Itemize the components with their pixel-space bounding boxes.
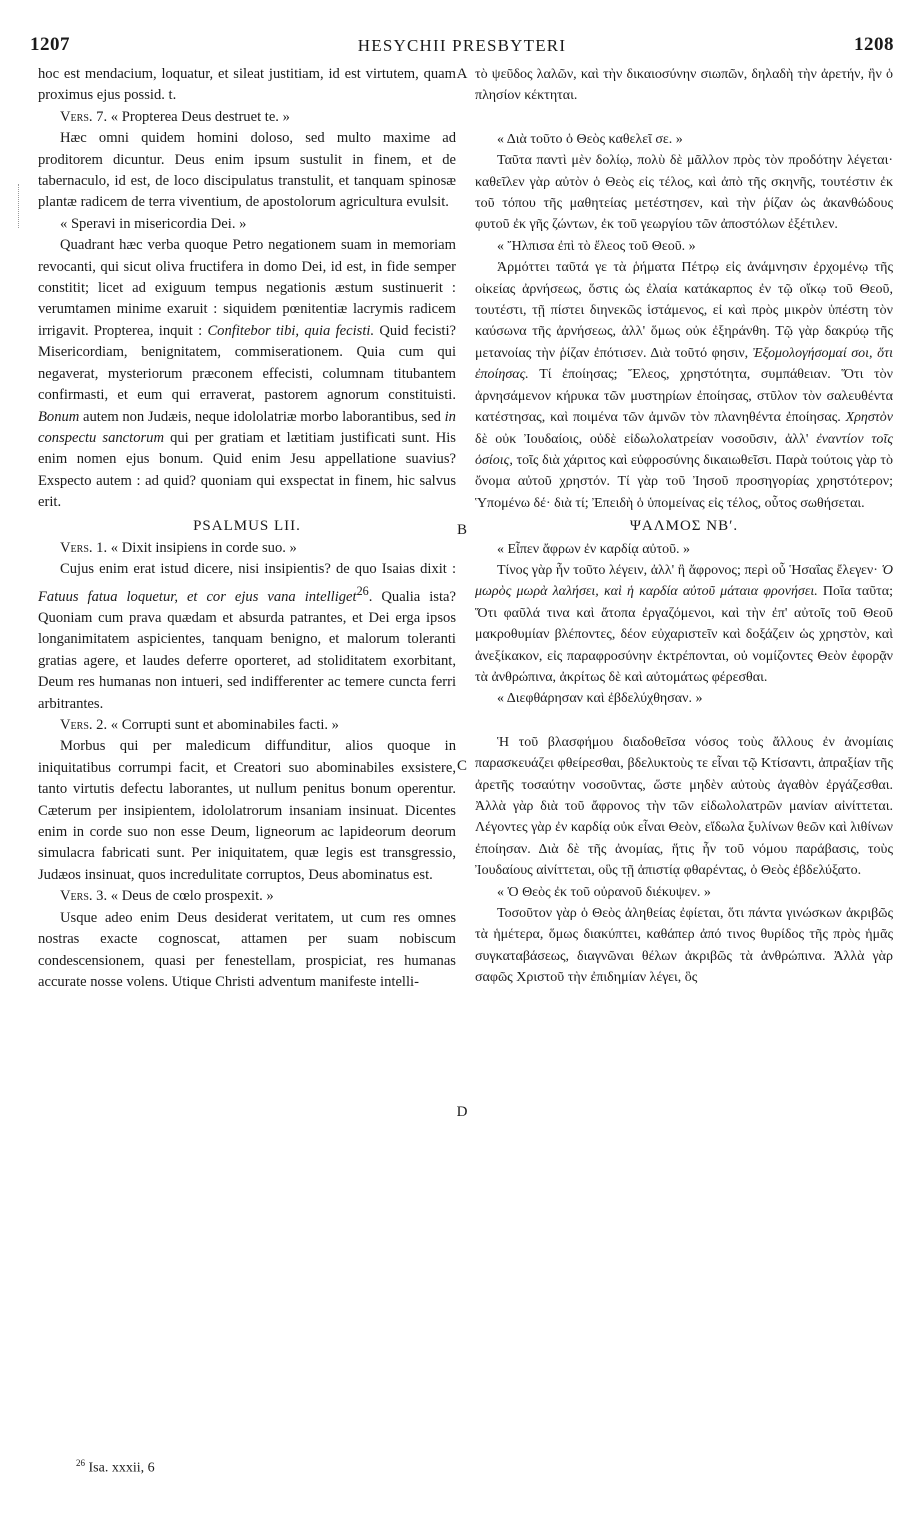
latin-verse-heading bbox=[38, 715, 456, 736]
greek-verse-quote: « Ὁ Θεὸς ἐκ τοῦ οὐρανοῦ διέκυψεν. » bbox=[497, 884, 711, 900]
text-run: τοῖς διὰ χάριτος καὶ εὐφροσύνης δικαιωθεῖσι. Παρὰ τούτοις γὰρ τὸ ὄνομα αὐτοῦ χρηστόν. Τί γὰρ τοῦ Ἰησοῦ προσηγορίας χρηστότερον; Ὑπομένω δέ· διὰ τί; Ἐπειδὴ ὁ ὑπομείνας εἰς τέλος, οὗτος σωθήσεται. bbox=[475, 452, 893, 511]
text-run: Ποῖα ταῦτα; Ὅτι φαῦλά τινα καὶ ἄτοπα ἐργαζόμενοι, καὶ τὴν ἐπ' αὐτοῖς τοῦ Θεοῦ μακροθυμίαν βλέποντες, δέον εὐχαριστεῖν καὶ δοξάζειν ὡς χρηστὸν, καὶ ἀνεξίκακον, εἰς παραφροσύνην ἐκτρέπονται, οὐ νομίζοντες Θεὸν ἐφορᾷν τὰ ἀνθρώπινα, ἀκρίτως δὲ καὶ αὐτομάτως φέρεσθαι. bbox=[475, 584, 893, 685]
latin-paragraph: Usque adeo enim Deus desiderat veritatem, ut cum res omnes nostras exacte cognoscat, attamen per suam nobiscum condescensionem, quasi per fenestellam, prospiciat, res humanas accurate nosse volens. Utique Christi adventum manifeste intelli- bbox=[38, 909, 456, 990]
greek-verse-quote: « Διεφθάρησαν καὶ ἐβδελύχθησαν. » bbox=[497, 691, 703, 707]
scripture-quote: Bonum bbox=[38, 408, 80, 425]
spacer bbox=[475, 107, 893, 129]
verse-label: Vers. 2. bbox=[60, 717, 108, 734]
greek-paragraph: Ἡ τοῦ βλασφήμου διαδοθεῖσα νόσος τοὺς ἄλλους ἐν ἀνομίαις παρασκευάζει φθείρεσθαι, βδελυκτοὺς τε εἶναι τῷ Κτίσαντι, ἀπραξίαν τῆς ἀρετῆς τοσαύτην νοσοῦντας, ὥστε μηδὲν αὐτοὺς ἀγαθὸν ἐργάζεσθαι. Ἀλλὰ γὰρ διὰ τοῦ ἄφρονος τὴν τῶν εἰδωλολατρῶν μανίαν αἰνίττεται. Λέγοντες γὰρ ἐν καρδίᾳ οὐκ εἶναι Θεὸν, εἴδωλα ξυλίνων θεῶν καὶ λιθίνων ἐποίησαν. Διὰ δὲ τῆς ἀνομίας, ἥτις ἦν τοῦ νόμου παράβασις, τοὺς Ἰουδαίους αἰνίττεται, οὓς τῇ ἀπιστίᾳ φθαρέντας, ὁ Θεὸς ἐβδελύξατο. bbox=[475, 734, 893, 879]
footnote-text: Isa. xxxii, 6 bbox=[88, 1460, 155, 1476]
verse-text: « Deus de cœlo prospexit. » bbox=[110, 888, 274, 905]
text-run: Cujus enim erat istud dicere, nisi insipientis? de quo Isaias dixit : bbox=[60, 561, 456, 578]
footnote-ref[interactable]: 26 bbox=[356, 583, 369, 598]
margin-mark bbox=[18, 184, 21, 228]
latin-verse-heading bbox=[38, 107, 456, 128]
footnote bbox=[76, 1458, 155, 1477]
latin-verse-quote: « Speravi in misericordia Dei. » bbox=[60, 215, 247, 232]
greek-verse-quote: « Ἤλπισα ἐπὶ τὸ ἔλεος τοῦ Θεοῦ. » bbox=[497, 238, 696, 254]
verse-label: Vers. 7. bbox=[60, 108, 108, 125]
text-run: Quid fecisti? Misericordiam, benignitatem, commiserationem. Quia cum qui negaverat, mysteriorum præconem effecisti, columnam titubantem confirmasti, et eum qui erraverat, pastorem agnorum constituisti. bbox=[38, 322, 456, 404]
footnote-number: 26 bbox=[76, 1458, 85, 1468]
text-run: Τί ἐποίησας; Ἔλεος, χρηστότητα, συμπάθειαν. Ὅτι τὸν ἀρνησάμενον κήρυκα τῶν μυστηρίων ἐποίησας, στῦλον τὸν σαλευθέντα κατέστησας, καὶ ποιμένα τῶν ἀμνῶν τὸν πλανηθέντα ἐποίησας. bbox=[475, 367, 893, 426]
scripture-quote: Confitebor tibi, quia fecisti. bbox=[207, 322, 375, 339]
scripture-quote: ἐναντίον τοῖς ὁσίοις, bbox=[475, 431, 893, 468]
greek-paragraph: Ταῦτα παντὶ μὲν δολίῳ, πολὺ δὲ μᾶλλον πρὸς τὸν προδότην λέγεται· καθεῖλεν γὰρ αὐτὸν ὁ Θεὸς εἰς τέλος, καὶ ἀπὸ τῆς σκηνῆς, τουτέστιν ἐκ τοῦ τόπου τῆς μαθητείας μετέστησεν, καὶ τὴν ῥίζαν ὡς ἀκανθώδους φυτοῦ ἐκ γῆς ζώντων, ἐκ τοῦ γεωργίου τῶν ἀποστόλων ἐξέτιλεν. bbox=[475, 153, 893, 233]
verse-text: « Propterea Deus destruet te. » bbox=[110, 108, 290, 125]
spacer bbox=[475, 710, 893, 732]
scripture-quote: Ἐξομολογήσομαί σοι, ὅτι ἐποίησας. bbox=[475, 345, 893, 383]
greek-verse-quote: « Διὰ τοῦτο ὁ Θεὸς καθελεῖ σε. » bbox=[497, 131, 683, 147]
latin-paragraph bbox=[38, 235, 456, 513]
section-marker-a: A bbox=[456, 66, 468, 82]
text-run: qui per gratiam et lætitiam justificati sunt. His enim nomen ejus bonum. Quid enim Jesu appellatione suavius? Exspecto autem : ad quid? quoniam qui exspectat in finem, hic salvus erit. bbox=[38, 429, 456, 511]
scripture-quote: Ὁ μωρὸς μωρὰ λαλήσει, καὶ ἡ καρδία αὐτοῦ μάταια φρονήσει. bbox=[475, 562, 893, 600]
text-run: . Qualia ista? Quoniam cum prava quædam et absurda patrantes, et Dei erga ipsos longanimitatem aspicientes, tanquam benigno, et malorum toleranti gratias agere, et laudes deferre oporteret, ad stoliditatem exorbitant, Deum res humanas non intueri, sed indifferenter ac temere cuncta ferri arbitrantes. bbox=[38, 588, 456, 712]
running-title: HESYCHII PRESBYTERI bbox=[357, 36, 567, 55]
text-run: Ἁρμόττει ταῦτά γε τὰ ῥήματα Πέτρῳ εἰς ἀνάμνησιν ἐρχομένῳ τῆς οἰκείας ἀρνήσεως, ὅστις ὡς ἐλαία κατάκαρπος ἐν τῷ οἴκῳ τοῦ Θεοῦ, τουτέστι, τῇ πίστει διηνεκῶς ἱστάμενος, εἰ καὶ πρὸς μικρὸν ὑπέστη τὸν καύσωνα τῆς ἀρνήσεως, ἀλλ' ὅμως οὐκ ἐξηράνθη. Τῷ γὰρ δακρύῳ τῆς μετανοίας τὴν ῥίζαν ἐπότισεν. Διὰ τοῦτό φησιν, bbox=[475, 260, 893, 361]
latin-verse-heading bbox=[38, 538, 456, 559]
latin-paragraph: hoc est mendacium, loquatur, et sileat justitiam, id est virtutem, quam proximus ejus possid. t. bbox=[38, 66, 456, 104]
psalm-title-greek: ΨΑΛΜΟΣ ΝΒʹ. bbox=[629, 518, 739, 535]
section-marker-d: D bbox=[456, 1104, 468, 1120]
latin-verse-heading bbox=[38, 886, 456, 907]
verse-label: Vers. 1. bbox=[60, 539, 108, 556]
text-run: autem non Judæis, neque idololatriæ morbo laborantibus, sed bbox=[83, 408, 441, 425]
latin-paragraph bbox=[38, 559, 456, 715]
page-number-left: 1207 bbox=[30, 34, 70, 55]
psalm-title-latin: PSALMUS LII. bbox=[193, 517, 301, 534]
text-run: Quadrant hæc verba quoque Petro negationem suam in memoriam revocanti, qui sicut oliva fructifera in domo Dei, id est, in fide semper constitit; licet ad exiguum tempus negationis æstum sustinuerit : verumtamen minime exaruit : siquidem pœnitentiæ lacrymis radicem irrigavit. Propterea, inquit : bbox=[38, 237, 456, 339]
verse-text: « Corrupti sunt et abominabiles facti. » bbox=[110, 717, 339, 734]
latin-column bbox=[38, 64, 456, 993]
greek-verse-quote: « Εἶπεν ἄφρων ἐν καρδίᾳ αὐτοῦ. » bbox=[497, 541, 691, 557]
scripture-quote: Χρηστὸν bbox=[845, 410, 893, 426]
latin-paragraph: Morbus qui per maledicum diffunditur, alios quoque in iniquitatibus corrumpi facit, et Creatori suo abominabiles exsistere, tanto virtutis defectu laborantes, ut nullum penitus bonum operentur. Cæterum per insipientem, idololatrorum insaniam insinuat. Dicentes enim in corde suo non esse Deum, ligneorum ac lapideorum deorum simulacra fabricati sunt. Per iniquitatem, quæ legis est transgressio, Judæos insinuat, quos incredulitate corruptos, Deus abominatus est. bbox=[38, 738, 456, 883]
greek-paragraph bbox=[475, 257, 893, 514]
page-header bbox=[30, 34, 894, 60]
text-run: δὲ οὐκ Ἰουδαίοις, οὐδὲ εἰδωλολατρείαν νοσοῦσιν, ἀλλ' bbox=[475, 431, 809, 447]
greek-paragraph bbox=[475, 560, 893, 688]
greek-paragraph: Τοσοῦτον γὰρ ὁ Θεὸς ἀληθείας ἐφίεται, ὅτι πάντα γινώσκων ἀκριβῶς τὰ ἡμέτερα, ὅμως διακύπτει, καθάπερ ἀπό τινος θυρίδος τῆς πρὸς ἡμᾶς συγκαταβάσεως, διαγνῶναι θέλων ἀκριβῶς τὰ ἀνθρώπινα. Ἀλλὰ γὰρ σαφῶς Χριστοῦ τὴν ἐπιδημίαν λέγει, ὃς bbox=[475, 906, 893, 986]
text-run: Τίνος γὰρ ἦν τοῦτο λέγειν, ἀλλ' ἢ ἄφρονος; περὶ οὗ Ἡσαΐας ἔλεγεν· bbox=[497, 562, 878, 578]
greek-paragraph: τὸ ψεῦδος λαλῶν, καὶ τὴν δικαιοσύνην σιωπῶν, δηλαδὴ τὴν ἀρετήν, ἣν ὁ πλησίον κέκτηται. bbox=[475, 67, 893, 104]
verse-label: Vers. 3. bbox=[60, 888, 108, 905]
scripture-quote: Fatuus fatua loquetur, et cor ejus vana intelliget bbox=[38, 588, 357, 605]
latin-paragraph: Hæc omni quidem homini doloso, sed multo maxime ad proditorem dicuntur. Deus enim ipsum sustulit in finem, et de tabernaculo, id est, de loco discipulatus transtulit, et tanquam spinosæ plantæ radicem de terra viventium, de apostolorum agricultura evulsit. bbox=[38, 130, 456, 211]
section-marker-b: B bbox=[456, 522, 467, 538]
page-number-right: 1208 bbox=[854, 34, 894, 55]
greek-column bbox=[475, 64, 893, 989]
verse-text: « Dixit insipiens in corde suo. » bbox=[110, 539, 297, 556]
scripture-quote: in conspectu sanctorum bbox=[38, 408, 456, 446]
section-marker-c: C bbox=[456, 758, 467, 774]
